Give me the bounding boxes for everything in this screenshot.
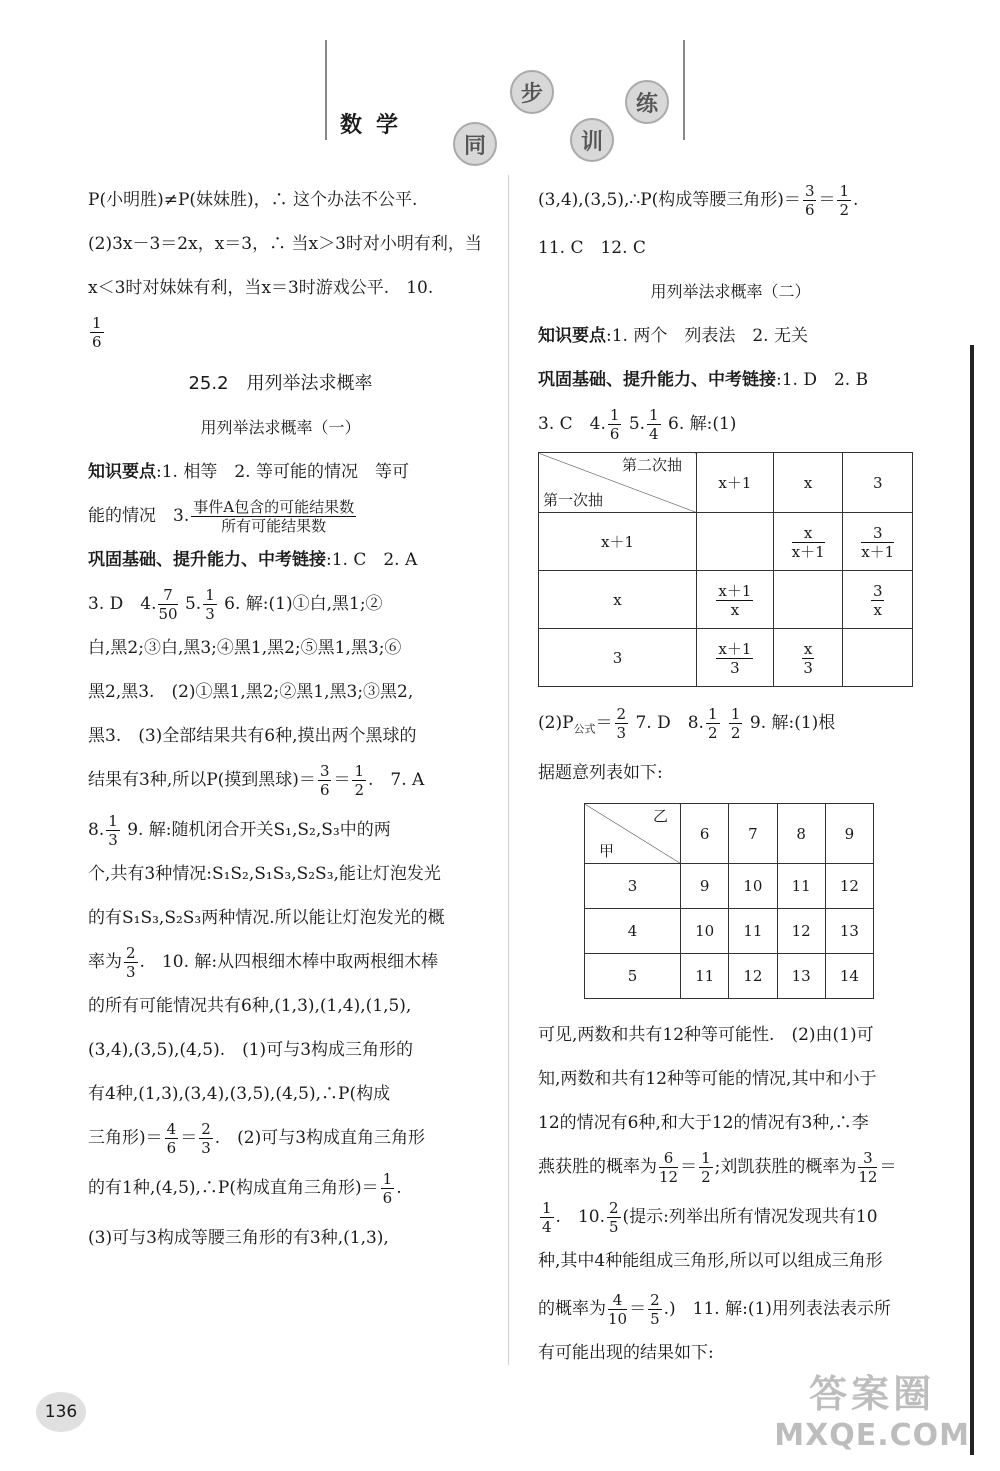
table-cell: 11 — [777, 864, 825, 909]
text-line: P(小明胜)≠P(妹妹胜)，∴ 这个办法不公平. — [88, 190, 418, 210]
fraction: $\frac{7}{50}$ — [158, 586, 178, 623]
fraction: $\frac{1}{2}$ — [707, 705, 718, 742]
text-line: 知识要点:1. 两个 列表法 2. 无关 — [538, 326, 808, 346]
fraction: $\frac{3}{6}$ — [804, 182, 815, 219]
table-cell: $\frac{x+1}{3}$ — [697, 629, 774, 687]
table-cell: 12 — [777, 909, 825, 954]
fraction: $\frac{2}{5}$ — [650, 1291, 660, 1329]
fraction: $\frac{\text{事件A包含的可能结果数}}{\text{所有可能结果数}}$ — [193, 498, 355, 535]
table-header-cell: 8 — [777, 804, 825, 864]
table-corner: 乙 甲 — [585, 804, 681, 864]
table-cell: 11 — [729, 909, 777, 954]
table-row — [539, 571, 913, 629]
sub-title: 用列举法求概率（一） — [200, 418, 361, 437]
header-badge-3: 训 — [570, 118, 614, 162]
table-cell: 13 — [825, 909, 873, 954]
text-line: $\frac{1}{4}$ . 10. $\frac{2}{5}$ (提示:列举出所有情况发现共有10 — [542, 1199, 878, 1237]
sub-title: 用列举法求概率（二） — [650, 282, 811, 301]
table-cell: 10 — [729, 864, 777, 909]
page-number: 136 — [36, 1392, 86, 1432]
table-header-cell: x — [773, 453, 843, 513]
table-row — [585, 954, 874, 999]
text-line: 的有S₁S₃,S₂S₃两种情况.所以能让灯泡发光的概 — [88, 908, 445, 928]
table-row-head: 5 — [585, 954, 681, 999]
text-line: x＜3时对妹妹有利，当x＝3时游戏公平. 10. — [88, 278, 434, 298]
fraction: $\frac{1}{4}$ — [649, 406, 659, 443]
header-badge-1: 同 — [453, 122, 497, 166]
table-row-head: x — [539, 571, 697, 629]
table-row — [585, 804, 874, 864]
fraction: $\frac{2}{5}$ — [609, 1199, 619, 1237]
text-line: 白,黑2;③白,黑3;④黑1,黑2;⑤黑1,黑3;⑥ — [88, 638, 402, 658]
fraction: $\frac{1}{2}$ — [839, 182, 850, 219]
table-row-head: 4 — [585, 909, 681, 954]
table-row — [539, 513, 913, 571]
table-cell — [697, 513, 774, 571]
table-row — [585, 909, 874, 954]
table-cell: $\frac{x}{3}$ — [773, 629, 843, 687]
header-badge-2: 步 — [510, 70, 554, 114]
text-line: (3,4),(3,5),(4,5). (1)可与3构成三角形的 — [88, 1040, 414, 1060]
text-line: $(2)P_{公式}=$ $\frac{2}{3}$ 7. D 8. $\frac{1}{2}$ $\frac{1}{2}$ 9. 解:(1)根 — [538, 705, 836, 742]
table-cell: $\frac{x}{x+1}$ — [773, 513, 843, 571]
text-line: 种,其中4种能组成三角形,所以可以组成三角形 — [538, 1251, 883, 1272]
table-cell: 9 — [681, 864, 729, 909]
text-line: 三角形)＝ $\frac{4}{6}$ ＝ $\frac{2}{3}$ . (2)可与3构成直角三角形 — [88, 1120, 426, 1157]
probability-table-1 — [538, 452, 913, 687]
table-cell: 12 — [825, 864, 873, 909]
table-cell: 11 — [681, 954, 729, 999]
text-line: 的概率为 $\frac{4}{10}$ ＝ $\frac{2}{5}$ .) 11. 解:(1)用列表法表示所 — [538, 1291, 891, 1329]
text-line: 结果有3种,所以P(摸到黑球)＝ $\frac{3}{6}$ ＝ $\frac{1}{2}$ . 7. A — [88, 762, 425, 799]
text-line: (3)可与3构成等腰三角形的有3种,(1,3), — [88, 1228, 389, 1248]
text-line: 黑2,黑3. (2)①黑1,黑2;②黑1,黑3;③黑2, — [88, 682, 414, 702]
table-header-cell: 3 — [843, 453, 913, 513]
watermark-url: MXQE.COM — [774, 1418, 970, 1453]
text-line: 知识要点:1. 相等 2. 等可能的情况 等可 — [88, 462, 409, 482]
fraction: $\frac{1}{2}$ — [701, 1149, 711, 1187]
header-subject: 数学 — [340, 113, 413, 138]
text-line: 知,两数和共有12种等可能的情况,其中和小于 — [538, 1069, 877, 1090]
text-line: 的有1种,(4,5),∴P(构成直角三角形)＝ $\frac{1}{6}$ . — [88, 1170, 402, 1207]
table-cell: 10 — [681, 909, 729, 954]
text-line — [88, 310, 473, 354]
text-line: 燕获胜的概率为 $\frac{6}{12}$ ＝ $\frac{1}{2}$ ;刘凯获胜的概率为 $\frac{3}{12}$ ＝ — [538, 1149, 897, 1187]
text-line: 12的情况有6种,和大于12的情况有3种,∴李 — [538, 1113, 869, 1134]
left-column — [88, 178, 482, 1260]
table-header-cell: 6 — [681, 804, 729, 864]
watermark — [774, 1363, 970, 1453]
fraction: $\frac{1}{6}$ — [382, 1170, 393, 1207]
page-header — [325, 40, 725, 159]
table-cell — [843, 629, 913, 687]
table-cell: $\frac{3}{x}$ — [843, 571, 913, 629]
header-badge-4: 练 — [625, 80, 669, 124]
text-line: 黑3. (3)全部结果共有6种,摸出两个黑球的 — [88, 726, 417, 746]
fraction: $\frac{2}{3}$ — [616, 705, 627, 742]
fraction: $\frac{4}{10}$ — [608, 1291, 628, 1329]
fraction: $\frac{4}{6}$ — [166, 1120, 177, 1157]
table-corner: 第二次抽 第一次抽 — [539, 453, 697, 513]
fraction: $\frac{1}{6}$ — [92, 314, 102, 351]
text-line: 巩固基础、提升能力、中考链接:1. C 2. A — [88, 550, 418, 570]
fraction: $\frac{3}{6}$ — [319, 762, 330, 799]
fraction: $\frac{1}{3}$ — [205, 586, 215, 623]
table-row — [585, 864, 874, 909]
fraction: $\frac{2}{3}$ — [126, 944, 136, 981]
text-line: 有4种,(1,3),(3,4),(3,5),(4,5),∴P(构成 — [88, 1084, 391, 1104]
watermark-logo: 答案圈 — [809, 1372, 936, 1416]
table-header-cell: 9 — [825, 804, 873, 864]
text-line: 个,共有3种情况:S₁S₂,S₁S₃,S₂S₃,能让灯泡发光 — [88, 864, 441, 884]
table-row-head: x＋1 — [539, 513, 697, 571]
table-cell: $\frac{x+1}{x}$ — [697, 571, 774, 629]
table-header-cell: 7 — [729, 804, 777, 864]
table-row-head: 3 — [585, 864, 681, 909]
fraction: $\frac{1}{2}$ — [730, 705, 741, 742]
column-divider — [508, 175, 509, 1365]
text-line: 巩固基础、提升能力、中考链接:1. D 2. B — [538, 370, 869, 390]
fraction: $\frac{1}{4}$ — [542, 1199, 552, 1237]
text-line: 3. C 4. $\frac{1}{6}$ 5. $\frac{1}{4}$ 6. 解:(1) — [538, 406, 737, 443]
text-line: 能的情况 3. $\frac{\text{事件A包含的可能结果数}}{\text{所有可能结果数}}$ — [88, 498, 355, 535]
sum-table — [584, 803, 874, 999]
table-cell: 13 — [777, 954, 825, 999]
text-line: (2)3x－3＝2x，x＝3，∴ 当x＞3时对小明有利，当 — [88, 234, 482, 254]
fraction: $\frac{1}{6}$ — [609, 406, 620, 443]
text-line: 的所有可能情况共有6种,(1,3),(1,4),(1,5), — [88, 996, 412, 1016]
table-row-head: 3 — [539, 629, 697, 687]
table-header-cell: x＋1 — [697, 453, 774, 513]
right-column — [538, 178, 923, 1375]
table-cell: 14 — [825, 954, 873, 999]
table-row — [539, 453, 913, 513]
fraction: $\frac{3}{12}$ — [858, 1149, 878, 1187]
table-cell: $\frac{3}{x+1}$ — [843, 513, 913, 571]
text-line: (3,4),(3,5),∴P(构成等腰三角形)＝ $\frac{3}{6}$ ＝ $\frac{1}{2}$ . — [538, 182, 859, 219]
table-row — [539, 629, 913, 687]
fraction: $\frac{1}{2}$ — [354, 762, 365, 799]
fraction: $\frac{6}{12}$ — [659, 1149, 679, 1187]
fraction: $\frac{2}{3}$ — [201, 1120, 211, 1157]
text-line: 3. D 4. $\frac{7}{50}$ 5. $\frac{1}{3}$ 6. 解:(1)①白,黑1;② — [88, 586, 383, 623]
table-cell: 12 — [729, 954, 777, 999]
table-cell — [773, 571, 843, 629]
text-line: 据题意列表如下: — [538, 763, 663, 784]
page-edge-line — [970, 345, 974, 1455]
text-line: 11. C 12. C — [538, 238, 646, 258]
fraction: $\frac{1}{3}$ — [108, 812, 118, 849]
section-title: 25.2 用列举法求概率 — [188, 373, 373, 394]
text-line: 可见,两数和共有12种等可能性. (2)由(1)可 — [538, 1025, 874, 1046]
text-line: 有可能出现的结果如下: — [538, 1343, 714, 1364]
text-line: 率为 $\frac{2}{3}$ . 10. 解:从四根细木棒中取两根细木棒 — [88, 944, 439, 981]
text-line: 8. $\frac{1}{3}$ 9. 解:随机闭合开关S₁,S₂,S₃中的两 — [88, 812, 391, 849]
